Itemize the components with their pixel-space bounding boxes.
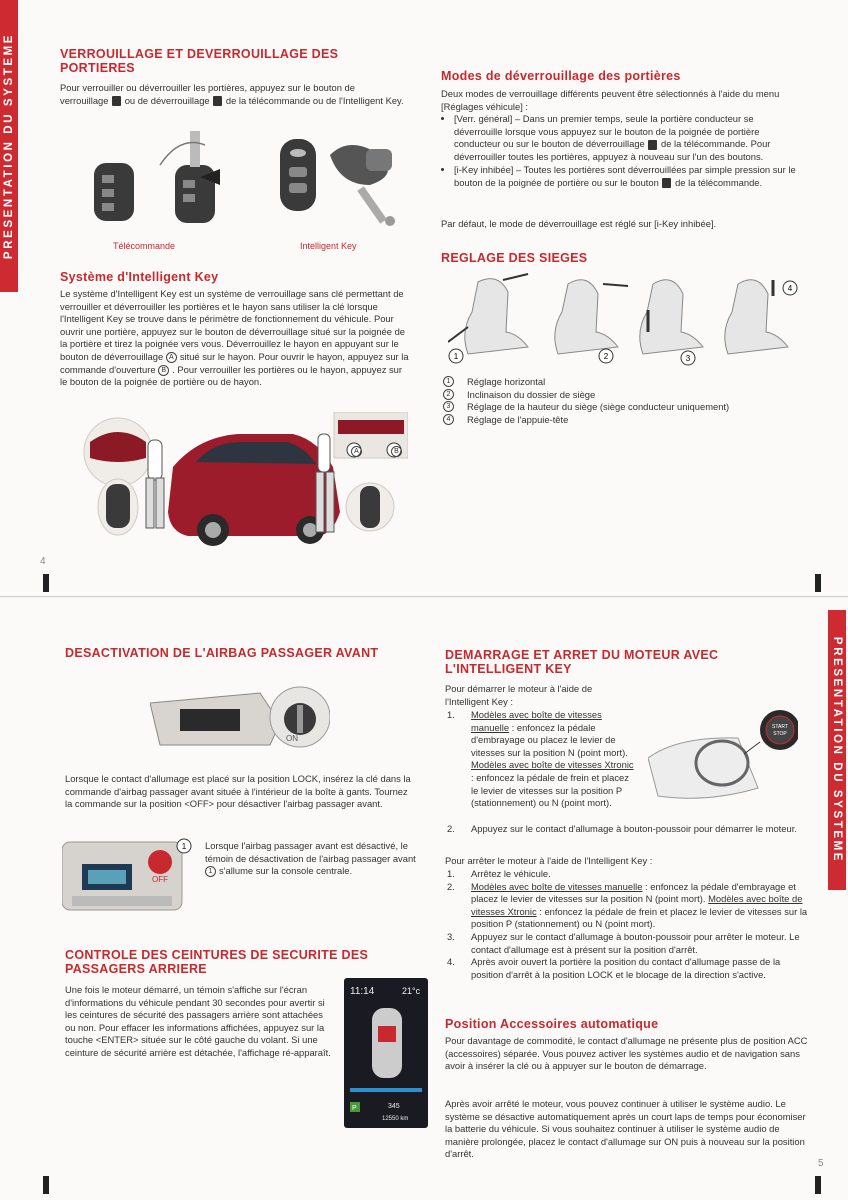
crop-mark [43, 1176, 49, 1194]
display-gear: P [352, 1105, 357, 1112]
airbag-indicator-illustration [62, 834, 192, 914]
start-button-illustration [648, 708, 798, 818]
unlock-icon [213, 96, 222, 106]
unlock-modes-title: Modes de déverrouillage des portières [441, 69, 681, 83]
airbag-title: DESACTIVATION DE L'AIRBAG PASSAGER AVANT [65, 646, 379, 660]
lock-section-title: VERROUILLAGE ET DEVERROUILLAGE DES PORTIERES [60, 47, 339, 75]
airbag-switch-on: ON [286, 734, 298, 743]
stop-step-1: 1. Arrêtez le véhicule. [447, 868, 551, 879]
seats-list [441, 376, 801, 426]
seat-adjust-recline: 2 Inclinaison du dossier de siège [441, 389, 801, 402]
seat-adjust-headrest: 4 Réglage de l'appuie-tête [441, 414, 801, 427]
crop-mark [815, 1176, 821, 1194]
belts-body: Une fois le moteur démarré, un témoin s'affiche sur l'écran d'informations du véhicule pendant 30 secondes pour avertir si les ceintures de sécurité des passagers arrière sont attachées ou non. Pour effacer les informations affichées, appuyez sur la touche <ENTER> située sur le côté gauche du volant. Si une ceinture de sécurité arrière est détachée, l'affichage ré-apparaît. [65, 984, 331, 1058]
start-steps-2 [445, 823, 805, 836]
belt-monitor-display [344, 978, 428, 1128]
airbag-callout: 1 [181, 842, 187, 851]
display-temp: 21°c [402, 986, 421, 996]
unlock-icon [648, 140, 657, 150]
page-5 [0, 598, 848, 1200]
start-steps [445, 709, 635, 810]
seat-adjust-horizontal: 1 Réglage horizontal [441, 376, 801, 389]
unlock-icon [662, 178, 671, 188]
sidebar-label: PRESENTATION DU SYSTEME [3, 32, 15, 260]
page-4 [0, 0, 848, 597]
lock-icon [112, 96, 121, 106]
acc-body-2: Après avoir arrêté le moteur, vous pouvez continuer à utiliser le système audio. Le système se désactive automatiquement après un court laps de temps pour économiser la batterie du véhicule. Si vous souhaitez continuer à utiliser le système audio de manière prolongée, placez le contact d'allumage sur ON puis à nouveau sur la position d'arrêt. [445, 1098, 806, 1160]
section-sidebar-left [0, 0, 18, 292]
stop-step-4: 4. Après avoir ouvert la portière la position du contact d'allumage passe de la position d'arrêt à la position LOCK et le blocage de la direction s'active. [447, 956, 781, 980]
remote-key-image [94, 131, 220, 223]
airbag-off-label: OFF [152, 875, 168, 884]
start-step-1: 1. Modèles avec boîte de vitesses manuelle : enfoncez la pédale d'embrayage ou placez le levier de vitesses sur la position N (point mort). Modèles avec boîte de vitesses Xtronic : enfoncez la pédale de frein et placez le levier de vitesses sur la position P (stationnement) ou N (point mort). [447, 709, 634, 809]
start-title: DEMARRAGE ET ARRET DU MOTEUR AVEC L'INTELLIGENT KEY [445, 648, 719, 676]
marker-b: B [158, 365, 169, 376]
svg-text:1: 1 [453, 352, 459, 361]
airbag-indicator-text: Lorsque l'airbag passager avant est désactivé, le témoin de désactivation de l'airbag passager avant 1 s'allume sur la console centrale. [205, 840, 416, 877]
marker-a: A [166, 352, 177, 363]
svg-text:4: 4 [787, 284, 793, 293]
sidebar-label: PRESENTATION DU SYSTEME [831, 636, 843, 864]
lock-section-body: Pour verrouiller ou déverrouiller les portières, appuyez sur le bouton de verrouillage ou de déverrouillage de la télécommande ou de l'Intelligent Key. [60, 82, 404, 106]
unlock-mode-general: • [Verr. général] – Dans un premier temps, seule la portière conducteur se déverrouille lorsque vous appuyez sur le bouton de la poignée de portière conducteur ou sur le bouton de déverrouillage de la télécommande. Pour déverrouiller toutes les portières, appuyez à nouveau sur l'un des boutons. [454, 113, 804, 163]
unlock-mode-ikey: • [i-Key inhibée] – Toutes les portières sont déverrouillées par simple pression sur le bouton de la poignée de portière ou sur le bouton de la télécommande. [454, 164, 804, 189]
callout-a: A [351, 446, 362, 457]
stop-step-2: 2. Modèles avec boîte de vitesses manuelle : enfoncez la pédale d'embrayage et placez le levier de vitesses sur la position N (point mort). Modèles avec boîte de vitesses Xtronic : enfoncez la pédale de frein et placez le levier de vitesses sur la position P (stationnement) ou N (point mort). [447, 880, 808, 930]
acc-body-1: Pour davantage de commodité, le contact d'allumage ne présente plus de position ACC (accessoires) séparée. Vous pouvez activer les systèmes audio et de navigation sans avoir à insérer la clé ou à appuyer sur le bouton de démarrage. [445, 1035, 808, 1072]
ikey-system-title: Système d'Intelligent Key [60, 270, 219, 284]
intelligent-key-image [280, 139, 395, 226]
ikey-system-body: Le système d'Intelligent Key est un système de verrouillage sans clé permettant de verrouiller et déverrouiller les portières et le hayon sans utiliser la clé lorsque l'Intelligent Key se trouve dans le périmètre de fonctionnement du véhicule. Pour ouvrir une portière, appuyez sur le bouton de déverrouillage situé sur la poignée de la portière et tirez la poignée vers vous. Déverrouillez le hayon en appuyant sur le bouton de déverrouillage A situé sur le hayon. Pour ouvrir le hayon, appuyez sur la commande d'ouverture B . Pour verrouiller les portières ou le hayon, appuyez sur le bouton de la poignée de portière ou de hayon. [60, 288, 409, 388]
car-illustration [78, 412, 408, 560]
seat-illustrations [448, 272, 808, 372]
airbag-body: Lorsque le contact d'allumage est placé sur la position LOCK, insérez la clé dans la commande d'airbag passager avant située à l'intérieur de la boîte à gants. Tournez la commande sur la position <OFF> pour désactiver l'airbag passager avant. [65, 773, 411, 810]
callout-b: B [391, 446, 402, 457]
svg-text:3: 3 [685, 354, 691, 363]
seats-title: REGLAGE DES SIEGES [441, 251, 588, 265]
start-step-2: 2. Appuyez sur le contact d'allumage à bouton-poussoir pour démarrer le moteur. [447, 823, 797, 834]
crop-mark [43, 574, 49, 592]
stop-step-3: 3. Appuyez sur le contact d'allumage à bouton-poussoir pour arrêter le moteur. Le contact d'allumage est à présent sur la position d'arrêt. [447, 930, 800, 955]
section-sidebar-right [828, 610, 846, 890]
display-time: 11:14 [350, 986, 375, 997]
svg-text:2: 2 [603, 352, 609, 361]
start-button-stop: STOP [773, 731, 787, 737]
caption-remote: Télécommande [113, 241, 176, 251]
stop-intro: Pour arrêter le moteur à l'aide de l'Intelligent Key : [445, 855, 653, 866]
key-illustrations [80, 125, 420, 237]
display-odometer: 12550 km [382, 1116, 409, 1122]
unlock-modes-default: Par défaut, le mode de déverrouillage est réglé sur [i-Key inhibée]. [441, 218, 717, 229]
start-intro: Pour démarrer le moteur à l'aide de l'Intelligent Key : [445, 683, 593, 707]
acc-title: Position Accessoires automatique [445, 1017, 659, 1031]
belts-title: CONTROLE DES CEINTURES DE SECURITE DES PASSAGERS ARRIERE [65, 948, 369, 976]
start-button-start: START [772, 724, 788, 730]
page-number-5: 5 [818, 1158, 824, 1169]
display-range: 345 [388, 1103, 400, 1110]
stop-steps [445, 868, 810, 981]
caption-ikey: Intelligent Key [300, 241, 357, 251]
unlock-modes-list [441, 113, 804, 191]
airbag-switch-illustration [150, 683, 330, 751]
unlock-modes-intro: Deux modes de verrouillage différents peuvent être sélectionnés à l'aide du menu [Réglages véhicule] : [441, 88, 780, 112]
page-number-4: 4 [40, 556, 46, 567]
crop-mark [815, 574, 821, 592]
seat-adjust-height: 3 Réglage de la hauteur du siège (siège conducteur uniquement) [441, 401, 801, 414]
